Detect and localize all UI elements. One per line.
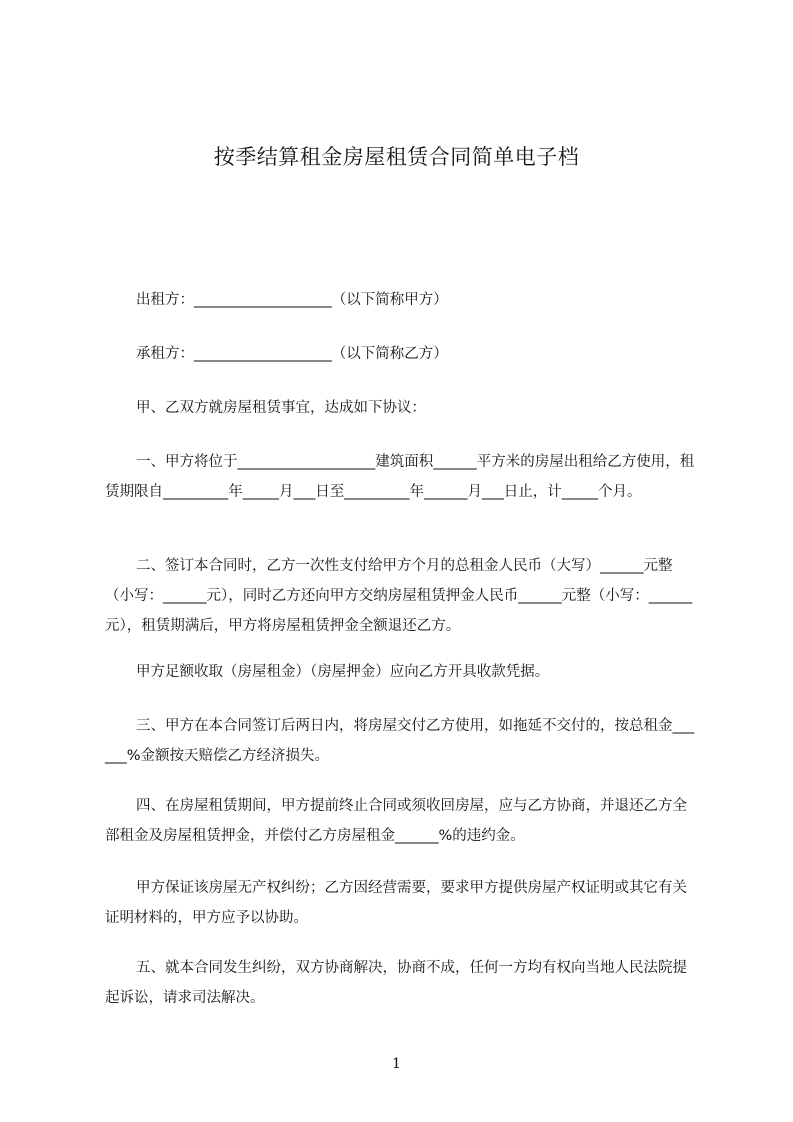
lessor-line: 出租方：___________________（以下简称甲方） <box>136 292 448 308</box>
clause-5: 五、就本合同发生纠纷，双方协商解决，协商不成，任何一方均有权向当地人民法院提起诉讼，请求司法解决。 <box>105 960 687 1006</box>
preamble: 甲、乙双方就房屋租赁事宜，达成如下协议： <box>136 400 426 416</box>
clause-2: 二、签订本合同时，乙方一次性支付给甲方个月的总租金人民币（大写）______元整（小写：______元），同时乙方还向甲方交纳房屋租赁押金人民币______元整（小写：______元），租赁期满后，甲方将房屋租赁押金全额退还乙方。 <box>105 558 693 634</box>
page-number: 1 <box>392 1056 401 1072</box>
lessee-line: 承租方：___________________（以下简称乙方） <box>136 346 448 362</box>
guarantee-note: 甲方保证该房屋无产权纠纷；乙方因经营需要，要求甲方提供房屋产权证明或其它有关证明材料的，甲方应予以协助。 <box>105 880 687 926</box>
document-title: 按季结算租金房屋租赁合同简单电子档 <box>213 145 580 169</box>
receipt-note: 甲方足额收取（房屋租金）（房屋押金）应向乙方开具收款凭据。 <box>136 664 550 680</box>
clause-3: 三、甲方在本合同签订后两日内，将房屋交付乙方使用，如拖延不交付的，按总租金______%金额按天赔偿乙方经济损失。 <box>105 718 695 764</box>
clause-1: 一、甲方将位于___________________建筑面积______平方米的房屋出租给乙方使用，租赁期限自_________年_____月___日至_________年______月___日止，计_____个月。 <box>105 454 695 500</box>
clause-4: 四、在房屋租赁期间，甲方提前终止合同或须收回房屋，应与乙方协商，并退还乙方全部租金及房屋租赁押金，并偿付乙方房屋租金______%的违约金。 <box>105 798 687 844</box>
